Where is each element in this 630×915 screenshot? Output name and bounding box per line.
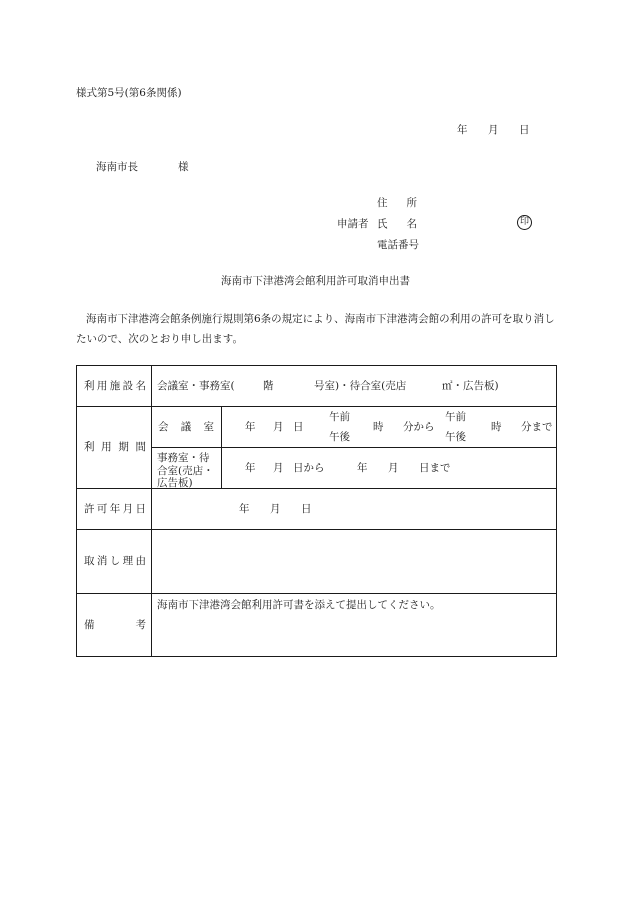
name-label: 氏 名 [377, 218, 417, 230]
address-label: 住 所 [377, 197, 417, 209]
office-year-to: 年 [357, 462, 368, 474]
period-day: 日 [293, 421, 304, 433]
period-end-hour: 時 [491, 421, 502, 433]
period-end-pm: 午後 [445, 431, 466, 443]
facility-room-waiting: 号室)・待合室(売店 [314, 380, 407, 392]
office-year-from: 年 [245, 462, 256, 474]
office-label: 事務室・待 合室(売店・ 広告板) [157, 452, 214, 489]
office-day-from: 日から [293, 462, 325, 474]
permit-year: 年 [239, 503, 250, 515]
date-year-label: 年 [457, 124, 468, 136]
table-row-divider [77, 488, 556, 489]
permit-day: 日 [301, 503, 312, 515]
period-start-minute: 分から [403, 421, 435, 433]
form-number: 様式第5号(第6条関係) [76, 87, 182, 99]
remarks-text: 海南市下津港湾会館利用許可書を添えて提出してください。 [157, 599, 441, 611]
table-row-divider [77, 593, 556, 594]
period-start-am: 午前 [329, 411, 350, 423]
applicant-label: 申請者 [337, 218, 369, 230]
addressee: 海南市長 [96, 161, 138, 173]
facility-area-board: ㎡・広告板) [442, 380, 499, 392]
table-row-divider [77, 529, 556, 530]
reason-label: 取 消 し 理 由 [84, 555, 146, 567]
office-month-from: 月 [273, 462, 284, 474]
date-day-label: 日 [519, 124, 530, 136]
period-month: 月 [273, 421, 284, 433]
date-month-label: 月 [488, 124, 499, 136]
table-row-divider [77, 406, 556, 407]
office-day-to: 日まで [419, 462, 451, 474]
facility-meeting-office: 会議室・事務室( [157, 380, 235, 392]
facility-floor: 階 [263, 380, 274, 392]
office-month-to: 月 [388, 462, 399, 474]
meeting-room-label: 会 議 室 [158, 421, 214, 433]
permit-month: 月 [270, 503, 281, 515]
period-start-pm: 午後 [329, 431, 350, 443]
table-subcol-divider [221, 406, 222, 488]
application-table [76, 365, 557, 657]
document-title: 海南市下津港湾会館利用許可取消申出書 [221, 275, 410, 287]
table-col-divider [151, 366, 152, 656]
addressee-honorific: 様 [178, 161, 189, 173]
body-text: 海南市下津港湾会館条例施行規則第6条の規定により、海南市下津港湾会館の利用の許可を取り消したいので、次のとおり申し出ます。 [76, 313, 555, 345]
period-year: 年 [245, 421, 256, 433]
period-end-am: 午前 [445, 411, 466, 423]
period-label: 利 用 期 間 [84, 441, 146, 453]
period-end-minute: 分まで [521, 421, 553, 433]
seal-mark: 印 [517, 215, 532, 230]
facility-label: 利 用 施 設 名 [84, 380, 146, 392]
period-start-hour: 時 [373, 421, 384, 433]
permit-date-label: 許 可 年 月 日 [84, 503, 146, 515]
table-subrow-divider [151, 447, 556, 448]
remarks-label: 備 考 [84, 619, 146, 631]
phone-label: 電話番号 [377, 239, 419, 251]
